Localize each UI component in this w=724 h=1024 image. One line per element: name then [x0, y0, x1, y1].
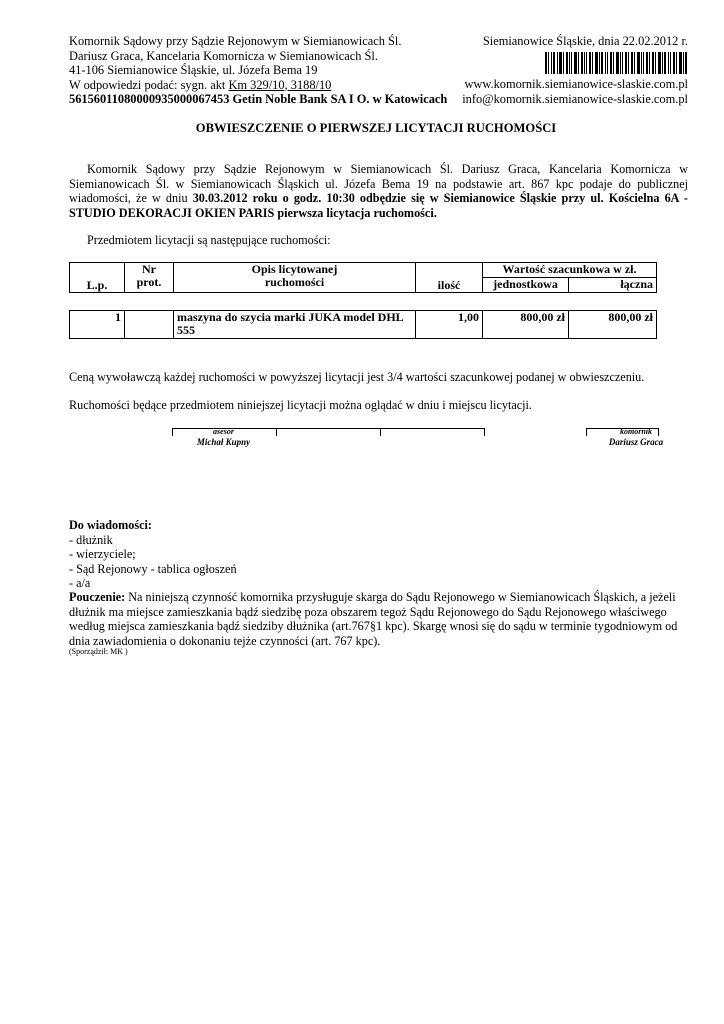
date-line: Siemianowice Śląskie, dnia 22.02.2012 r. [482, 34, 688, 48]
signature-line-2 [276, 428, 380, 436]
asesor-role: asesor [213, 427, 234, 436]
auction-details: 30.03.2012 roku o godz. 10:30 odbędzie się w Siemianowice Śląskie przy ul. Kościelna 6A - STUDIO DEKORACJI OKIEN PARIS pierwsza licytacja ruchomości. [69, 191, 688, 220]
header-nr-prot [125, 263, 174, 293]
header-opis-line2: ruchomości [264, 275, 325, 289]
row-jednostkowa: 800,00 zł [483, 311, 569, 339]
instruction-label: Pouczenie: [69, 590, 126, 604]
header-jednostkowa: jednostkowa [483, 278, 569, 293]
recipient-creditors: - wierzyciele; [69, 547, 136, 561]
header-opis [174, 263, 416, 293]
items-table-header [69, 262, 657, 293]
bank-account: 56156011080000935000067453 Getin Noble Bank SA I O. w Katowicach [69, 92, 448, 106]
notification-heading: Do wiadomości: [69, 518, 152, 532]
viewing-note: Ruchomości będące przedmiotem niniejszej licytacji można oglądać w dniu i miejscu licytacji. [69, 398, 532, 412]
notification-section [69, 518, 237, 591]
recipient-debtor: - dłużnik [69, 532, 113, 547]
email-link[interactable]: info@komornik.siemianowice-slaskie.com.pl [462, 91, 688, 106]
header-line-2: Dariusz Graca, Kancelaria Komornicza w Siemianowicach Śl. [69, 48, 378, 63]
komornik-name: Dariusz Graca [608, 437, 664, 447]
row-laczna: 800,00 zł [569, 311, 657, 339]
header-line-3: 41-106 Siemianowice Śląskie, ul. Józefa Bema 19 [69, 63, 318, 77]
document-title: OBWIESZCZENIE O PIERWSZEJ LICYTACJI RUCHOMOŚCI [195, 121, 557, 135]
website-link[interactable]: www.komornik.siemianowice-slaskie.com.pl [464, 77, 688, 91]
recipient-court: - Sąd Rejonowy - tablica ogłoszeń [69, 561, 237, 576]
prepared-by: (Sporządził: MK ) [69, 647, 128, 656]
bailiff-header [69, 34, 447, 107]
header-wartosc: Wartość szacunkowa w zł. [483, 263, 657, 278]
row-nr [125, 311, 174, 339]
instruction-paragraph [69, 590, 688, 648]
row-lp: 1 [70, 311, 125, 339]
header-opis-line1: Opis licytowanej [251, 262, 338, 276]
barcode-image [545, 52, 687, 74]
header-ilosc: ilość [416, 263, 483, 293]
intro-paragraph [69, 162, 688, 220]
header-nr: Nr [142, 262, 156, 276]
asesor-name: Michał Kupny [196, 437, 251, 447]
row-opis: maszyna do szycia marki JUKA model DHL 555 [174, 311, 416, 339]
intro-text: Komornik Sądowy przy Sądzie Rejonowym w Siemianowicach Śl. Dariusz Graca, Kancelaria Komornicza w Siemianowicach Śl. w Siemianowicach Śląskich ul. Józefa Bema 19 na podstawie art. 867 kpc podaje do publicznej wiadomości, że w dniu [69, 162, 688, 205]
items-table-body [69, 310, 657, 339]
reply-reference [69, 78, 447, 93]
header-prot: prot. [136, 275, 162, 289]
items-intro: Przedmiotem licytacji są następujące ruchomości: [87, 233, 331, 247]
reply-prefix: W odpowiedzi podać: sygn. akt [69, 77, 229, 92]
header-line-1: Komornik Sądowy przy Sądzie Rejonowym w Siemianowicach Śl. [69, 34, 402, 48]
price-note: Ceną wywoławczą każdej ruchomości w powyższej licytacji jest 3/4 wartości szacunkowej podanej w obwieszczeniu. [69, 370, 645, 384]
case-number: Km 329/10, 3188/10 [228, 77, 332, 92]
header-laczna: łączna [569, 278, 657, 293]
signature-line-3 [380, 428, 485, 436]
komornik-role: komornik [619, 427, 652, 436]
row-ilosc: 1,00 [416, 311, 483, 339]
instruction-text: Na niniejszą czynność komornika przysługuje skarga do Sądu Rejonowego w Siemianowicach Śląskich, a jeżeli dłużnik ma miejsce zamieszkania bądź siedzibę poza obszarem tegoż Sądu Rejonowego do Sądu Rejonowego właściwego według miejsca zamieszkania bądź siedziby dłużnika (art.767§1 kpc). Skargę wnosi się do sądu w terminie tygodniowym od dnia zawiadomienia o dokonaniu tejże czynności (art. 767 kpc). [69, 590, 678, 648]
recipient-file: - a/a [69, 576, 91, 590]
table-row [70, 311, 657, 339]
header-lp: L.p. [70, 263, 125, 293]
